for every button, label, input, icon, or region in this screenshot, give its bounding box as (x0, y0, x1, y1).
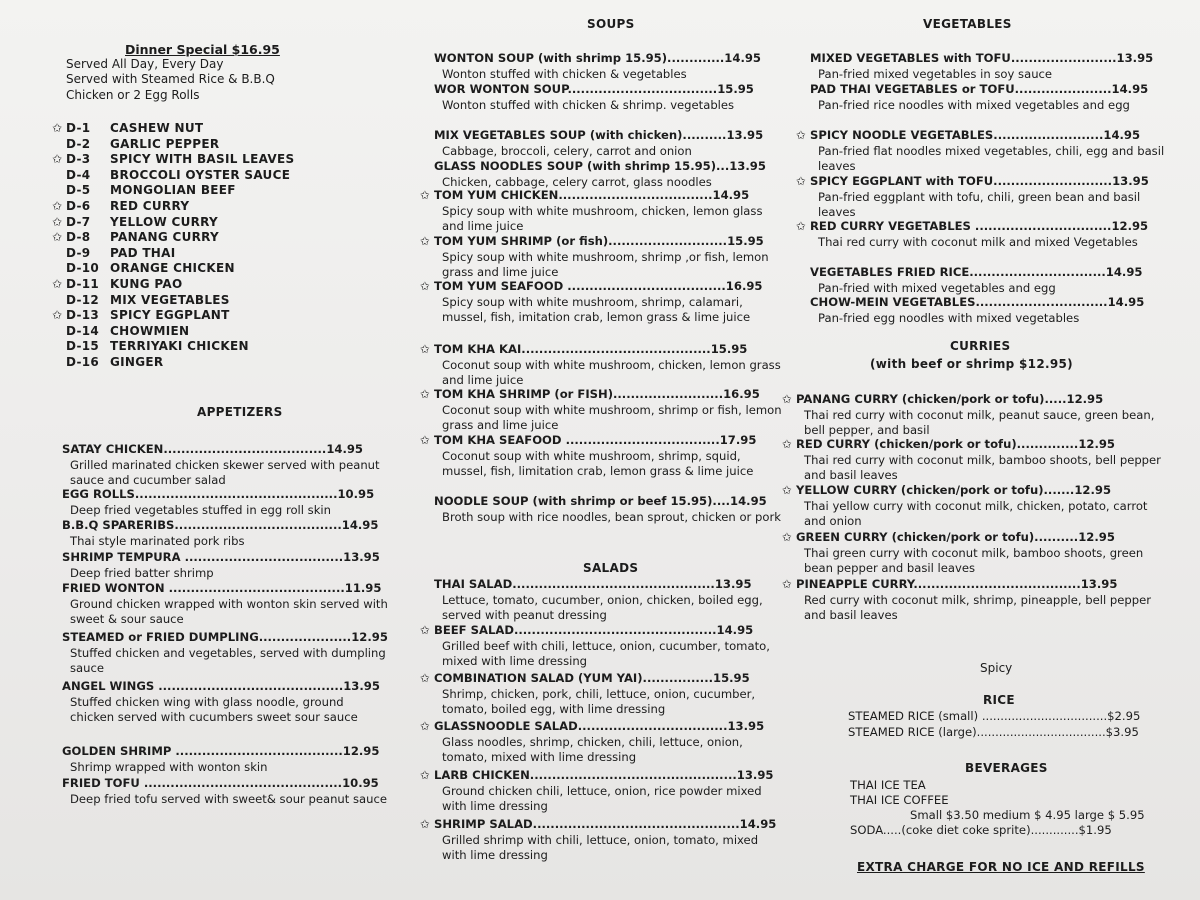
menu-item (420, 159, 782, 190)
dinner-special-item (52, 199, 189, 213)
item-name-price: SPICY EGGPLANT with TOFU...........................13.95 (810, 174, 1149, 188)
menu-item (782, 530, 1166, 577)
spicy-star-icon: ✩ (782, 530, 792, 544)
item-name-price: PINEAPPLE CURRY......................................13.95 (796, 577, 1118, 591)
dish-name: RED CURRY (110, 199, 190, 213)
spicy-star-icon: ✩ (420, 719, 430, 733)
menu-item (420, 387, 782, 434)
beverage-line: THAI ICE COFFEE (850, 793, 949, 807)
item-description: Deep fried tofu served with sweet& sour peanut sauce (70, 791, 388, 806)
dinner-special-item (52, 293, 230, 307)
item-name-price: RED CURRY VEGETABLES ...............................12.95 (810, 219, 1149, 233)
menu-item (420, 577, 782, 624)
dish-code: D-9 (66, 245, 91, 260)
special-line: Served with Steamed Rice & B.B.Q (66, 72, 275, 86)
dish-code: D-13 (66, 308, 100, 323)
menu-item (782, 577, 1166, 624)
menu-item-title (796, 128, 1168, 144)
menu-item (420, 234, 782, 281)
menu-item (796, 219, 1168, 250)
item-description: Coconut soup with white mushroom, shrimp, squid, mussel, fish, limitation crab, lemon grass & lime juice (442, 448, 754, 479)
dinner-special-item (52, 137, 219, 151)
beverages-header: BEVERAGES (965, 761, 1048, 775)
menu-item (420, 82, 782, 113)
item-description: Pan-fried mixed vegetables in soy sauce (818, 66, 1053, 81)
dish-name: MIX VEGETABLES (110, 292, 230, 307)
menu-item-title (48, 581, 388, 597)
spicy-star-icon: ✩ (420, 342, 430, 356)
spicy-star-icon: ✩ (420, 387, 430, 401)
item-description: Shrimp wrapped with wonton skin (70, 759, 268, 774)
special-line: Served All Day, Every Day (66, 57, 224, 71)
menu-item (796, 82, 1168, 113)
dish-name: BROCCOLI OYSTER SAUCE (110, 167, 291, 182)
item-description: Grilled marinated chicken skewer served with peanut sauce and cucumber salad (70, 457, 380, 488)
item-name-price: SHRIMP TEMPURA ....................................13.95 (62, 550, 380, 564)
rice-line: STEAMED RICE (small) ..................................$2.95 (848, 709, 1141, 723)
dinner-special-item (52, 121, 203, 135)
item-name-price: TOM YUM CHICKEN...................................14.95 (434, 188, 750, 202)
dinner-special-item (52, 339, 249, 353)
menu-item-title (420, 433, 782, 449)
menu-item-title (782, 437, 1166, 453)
item-description: Glass noodles, shrimp, chicken, chili, lettuce, onion, tomato, mixed with lime dressing (442, 734, 743, 765)
dish-name: YELLOW CURRY (110, 214, 219, 229)
curries-subtitle: (with beef or shrimp $12.95) (870, 357, 1073, 371)
item-description: Stuffed chicken wing with glass noodle, ground chicken served with cucumbers sweet sour sauce (70, 694, 358, 725)
spicy-star-icon: ✩ (796, 219, 806, 233)
dinner-special-item (52, 168, 290, 182)
dish-code: D-16 (66, 355, 100, 369)
spicy-star-icon: ✩ (420, 279, 430, 293)
dinner-special-item (52, 152, 294, 166)
dish-name: GARLIC PEPPER (110, 136, 220, 151)
item-name-price: MIX VEGETABLES SOUP (with chicken)..........13.95 (434, 128, 764, 142)
menu-item (48, 776, 388, 807)
spicy-star-icon: ✩ (782, 483, 792, 497)
dish-name: CASHEW NUT (110, 121, 204, 135)
curries-header: CURRIES (950, 339, 1011, 353)
salads-header: SALADS (583, 561, 639, 575)
item-name-price: GLASSNOODLE SALAD..................................13.95 (434, 719, 765, 733)
item-description: Pan-fried with mixed vegetables and egg (818, 280, 1056, 295)
item-description: Deep fried vegetables stuffed in egg roll skin (70, 502, 332, 517)
menu-item-title (420, 159, 782, 175)
menu-item (48, 744, 388, 775)
menu-item (796, 51, 1168, 82)
item-description: Thai green curry with coconut milk, bamboo shoots, green bean pepper and basil leaves (804, 545, 1144, 576)
menu-item-title (420, 82, 782, 98)
dish-code: D-7 (66, 214, 91, 229)
item-name-price: B.B.Q SPARERIBS......................................14.95 (62, 518, 379, 532)
menu-item (48, 518, 388, 549)
dinner-special-item (52, 355, 163, 369)
menu-item-title (420, 719, 782, 735)
dish-name: ORANGE CHICKEN (110, 261, 235, 276)
spicy-star-icon: ✩ (420, 188, 430, 202)
menu-item-title (782, 392, 1166, 408)
menu-item-title (420, 188, 782, 204)
item-name-price: TOM YUM SHRIMP (or fish)...........................15.95 (434, 234, 764, 248)
menu-item-title (48, 679, 388, 695)
dinner-special-item (52, 230, 219, 244)
item-name-price: STEAMED or FRIED DUMPLING.....................12.95 (62, 630, 388, 644)
item-name-price: COMBINATION SALAD (YUM YAI)................15.95 (434, 671, 750, 685)
menu-item-title (420, 342, 782, 358)
menu-item-title (796, 174, 1168, 190)
menu-item-title (420, 671, 782, 687)
item-description: Pan-fried rice noodles with mixed vegetables and egg (818, 97, 1130, 112)
menu-item (420, 279, 782, 326)
menu-item (420, 494, 782, 525)
dinner-special-item (52, 246, 176, 260)
spicy-star-icon: ✩ (782, 437, 792, 451)
item-description: Wonton stuffed with chicken & shrimp. vegetables (442, 97, 735, 112)
menu-item-title (420, 51, 782, 67)
dish-code: D-12 (66, 292, 100, 307)
dish-code: D-2 (66, 136, 91, 151)
menu-item-title (796, 82, 1168, 98)
spicy-star-icon: ✩ (52, 152, 63, 167)
item-name-price: THAI SALAD..............................................13.95 (434, 577, 752, 591)
spicy-star-icon: ✩ (52, 214, 63, 229)
dish-name: PANANG CURRY (110, 230, 220, 245)
item-name-price: WOR WONTON SOUP..................................15.95 (434, 82, 754, 96)
beverage-line: THAI ICE TEA (850, 778, 926, 792)
item-name-price: SPICY NOODLE VEGETABLES.........................14.95 (810, 128, 1141, 142)
item-name-price: FRIED WONTON ........................................11.95 (62, 581, 382, 595)
menu-item-title (420, 279, 782, 295)
spicy-star-icon: ✩ (52, 121, 63, 135)
item-description: Red curry with coconut milk, shrimp, pineapple, bell pepper and basil leaves (804, 592, 1152, 623)
item-description: Thai red curry with coconut milk, peanut sauce, green bean, bell pepper, and basil (804, 407, 1155, 438)
menu-item-title (48, 744, 388, 760)
item-description: Broth soup with rice noodles, bean sprout, chicken or pork (442, 509, 781, 524)
dinner-special-item (52, 277, 182, 291)
dinner-special-item (52, 215, 218, 229)
menu-item (48, 581, 388, 628)
rice-line: STEAMED RICE (large)...................................$3.95 (848, 725, 1139, 739)
menu-item-title (420, 234, 782, 250)
item-name-price: MIXED VEGETABLES with TOFU........................13.95 (810, 51, 1154, 65)
dish-name: TERRIYAKI CHICKEN (110, 339, 249, 354)
spicy-star-icon: ✩ (420, 768, 430, 782)
dish-code: D-5 (66, 183, 91, 198)
dinner-special-item (52, 183, 236, 197)
menu-item (48, 550, 388, 581)
spicy-star-icon: ✩ (420, 817, 430, 831)
spicy-star-icon: ✩ (420, 671, 430, 685)
dinner-special-item (52, 261, 235, 275)
menu-item (420, 623, 782, 670)
item-description: Grilled shrimp with chili, lettuce, onion, tomato, mixed with lime dressing (442, 832, 759, 863)
menu-item-title (48, 518, 388, 534)
item-name-price: VEGETABLES FRIED RICE...............................14.95 (810, 265, 1143, 279)
menu-item (420, 768, 782, 815)
item-name-price: GREEN CURRY (chicken/pork or tofu)..........12.95 (796, 530, 1115, 544)
menu-item-title (420, 768, 782, 784)
menu-item-title (796, 219, 1168, 235)
menu-item-title (796, 295, 1168, 311)
menu-item-title (48, 550, 388, 566)
menu-item (796, 265, 1168, 296)
menu-item (420, 342, 782, 389)
beverage-sizes: Small $3.50 medium $ 4.95 large $ 5.95 (910, 808, 1145, 822)
item-name-price: TOM YUM SEAFOOD ....................................16.95 (434, 279, 763, 293)
dish-code: D-6 (66, 199, 91, 213)
dinner-special-title: Dinner Special $16.95 (125, 42, 280, 57)
item-description: Thai style marinated pork ribs (70, 533, 245, 548)
appetizers-header: APPETIZERS (197, 405, 283, 419)
special-line: Chicken or 2 Egg Rolls (66, 88, 200, 102)
item-description: Thai red curry with coconut milk, bamboo shoots, bell pepper and basil leaves (804, 452, 1161, 483)
item-name-price: FRIED TOFU .............................................10.95 (62, 776, 379, 790)
item-name-price: GOLDEN SHRIMP ......................................12.95 (62, 744, 380, 758)
menu-item-title (420, 817, 782, 833)
menu-item (796, 295, 1168, 326)
spicy-star-icon: ✩ (52, 308, 63, 323)
item-description: Lettuce, tomato, cucumber, onion, chicken, boiled egg, served with peanut dressing (442, 592, 763, 623)
menu-item (782, 437, 1166, 484)
dish-name: PAD THAI (110, 245, 176, 260)
dish-name: CHOWMIEN (110, 323, 190, 338)
menu-item-title (420, 128, 782, 144)
menu-item (420, 671, 782, 718)
menu-item-title (796, 265, 1168, 281)
menu-item (782, 483, 1166, 530)
item-name-price: ANGEL WINGS ..........................................13.95 (62, 679, 380, 693)
spicy-star-icon: ✩ (52, 199, 63, 213)
menu-item (420, 817, 782, 864)
item-name-price: BEEF SALAD..............................................14.95 (434, 623, 754, 637)
item-description: Pan-fried eggplant with tofu, chili, green bean and basil leaves (818, 189, 1141, 220)
dish-code: D-1 (66, 121, 91, 135)
item-description: Deep fried batter shrimp (70, 565, 214, 580)
spicy-star-icon: ✩ (782, 577, 792, 591)
item-description: Grilled beef with chili, lettuce, onion, cucumber, tomato, mixed with lime dressing (442, 638, 770, 669)
item-description: Shrimp, chicken, pork, chili, lettuce, onion, cucumber, tomato, boiled egg, with lime dressing (442, 686, 756, 717)
dish-name: SPICY EGGPLANT (110, 308, 230, 323)
item-name-price: GLASS NOODLES SOUP (with shrimp 15.95)...13.95 (434, 159, 766, 173)
spicy-star-icon: ✩ (796, 128, 806, 142)
spicy-star-icon: ✩ (420, 234, 430, 248)
menu-item (48, 630, 388, 677)
item-description: Pan-fried egg noodles with mixed vegetables (818, 310, 1080, 325)
spicy-star-icon: ✩ (420, 433, 430, 447)
menu-item-title (48, 442, 388, 458)
menu-item (782, 392, 1166, 439)
item-name-price: PAD THAI VEGETABLES or TOFU......................14.95 (810, 82, 1149, 96)
dish-code: D-4 (66, 167, 91, 182)
item-description: Stuffed chicken and vegetables, served with dumpling sauce (70, 645, 386, 676)
item-description: Thai yellow curry with coconut milk, chicken, potato, carrot and onion (804, 498, 1148, 529)
menu-item (48, 679, 388, 726)
item-description: Ground chicken wrapped with wonton skin served with sweet & sour sauce (70, 596, 388, 627)
menu-item (420, 128, 782, 159)
item-description: Spicy soup with white mushroom, shrimp ,or fish, lemon grass and lime juice (442, 249, 769, 280)
menu-item (420, 719, 782, 766)
menu-item-title (48, 487, 388, 503)
menu-item-title (420, 387, 782, 403)
item-name-price: PANANG CURRY (chicken/pork or tofu).....12.95 (796, 392, 1104, 406)
dish-code: D-3 (66, 152, 91, 167)
menu-item-title (48, 630, 388, 646)
item-description: Cabbage, broccoli, celery, carrot and onion (442, 143, 692, 158)
menu-item-title (782, 577, 1166, 593)
dish-code: D-8 (66, 230, 91, 245)
menu-item-title (420, 494, 782, 510)
spicy-note: Spicy (980, 661, 1013, 675)
item-name-price: NOODLE SOUP (with shrimp or beef 15.95)....14.95 (434, 494, 767, 508)
item-name-price: TOM KHA SHRIMP (or FISH).........................16.95 (434, 387, 760, 401)
menu-item (420, 433, 782, 480)
item-description: Pan-fried flat noodles mixed vegetables, chili, egg and basil leaves (818, 143, 1165, 174)
item-description: Ground chicken chili, lettuce, onion, rice powder mixed with lime dressing (442, 783, 762, 814)
item-name-price: SATAY CHICKEN.....................................14.95 (62, 442, 363, 456)
item-description: Coconut soup with white mushroom, chicken, lemon grass and lime juice (442, 357, 781, 388)
dish-code: D-14 (66, 323, 100, 338)
item-name-price: LARB CHICKEN...............................................13.95 (434, 768, 774, 782)
menu-item-title (48, 776, 388, 792)
item-name-price: WONTON SOUP (with shrimp 15.95).............14.95 (434, 51, 761, 65)
dish-name: KUNG PAO (110, 277, 183, 291)
item-name-price: SHRIMP SALAD...............................................14.95 (434, 817, 777, 831)
spicy-star-icon: ✩ (796, 174, 806, 188)
item-name-price: TOM KHA SEAFOOD ...................................17.95 (434, 433, 757, 447)
item-name-price: CHOW-MEIN VEGETABLES..............................14.95 (810, 295, 1145, 309)
dish-code: D-15 (66, 339, 100, 354)
menu-item (420, 188, 782, 235)
spicy-star-icon: ✩ (52, 230, 63, 245)
spicy-star-icon: ✩ (420, 623, 430, 637)
item-description: Spicy soup with white mushroom, chicken, lemon glass and lime juice (442, 203, 763, 234)
item-name-price: TOM KHA KAI...........................................15.95 (434, 342, 748, 356)
soups-header: SOUPS (587, 17, 635, 31)
menu-item (48, 487, 388, 518)
menu-item (796, 174, 1168, 221)
menu-item (796, 128, 1168, 175)
dinner-special-item (52, 324, 189, 338)
spicy-star-icon: ✩ (52, 277, 63, 291)
menu-item-title (420, 623, 782, 639)
menu-item (48, 442, 388, 489)
menu-item-title (782, 530, 1166, 546)
item-description: Wonton stuffed with chicken & vegetables (442, 66, 687, 81)
extra-charge-note: EXTRA CHARGE FOR NO ICE AND REFILLS (857, 860, 1145, 874)
menu-item-title (782, 483, 1166, 499)
item-name-price: RED CURRY (chicken/pork or tofu)..............12.95 (796, 437, 1115, 451)
menu-item-title (420, 577, 782, 593)
beverage-soda: SODA.....(coke diet coke sprite).............$1.95 (850, 823, 1112, 837)
dish-name: GINGER (110, 355, 164, 369)
item-description: Coconut soup with white mushroom, shrimp or fish, lemon grass and lime juice (442, 402, 782, 433)
rice-header: RICE (983, 693, 1015, 707)
dish-code: D-11 (66, 277, 100, 291)
vegetables-header: VEGETABLES (923, 17, 1012, 31)
dinner-special-item (52, 308, 230, 322)
menu-item-title (796, 51, 1168, 67)
dish-name: MONGOLIAN BEEF (110, 183, 236, 198)
item-description: Chicken, cabbage, celery carrot, glass noodles (442, 174, 712, 189)
dish-name: SPICY WITH BASIL LEAVES (110, 152, 295, 167)
spicy-star-icon: ✩ (782, 392, 792, 406)
menu-item (420, 51, 782, 82)
item-description: Thai red curry with coconut milk and mixed Vegetables (818, 234, 1138, 249)
item-description: Spicy soup with white mushroom, shrimp, calamari, mussel, fish, imitation crab, lemon grass & lime juice (442, 294, 751, 325)
item-name-price: YELLOW CURRY (chicken/pork or tofu).......12.95 (796, 483, 1112, 497)
item-name-price: EGG ROLLS..............................................10.95 (62, 487, 375, 501)
dish-code: D-10 (66, 261, 100, 276)
